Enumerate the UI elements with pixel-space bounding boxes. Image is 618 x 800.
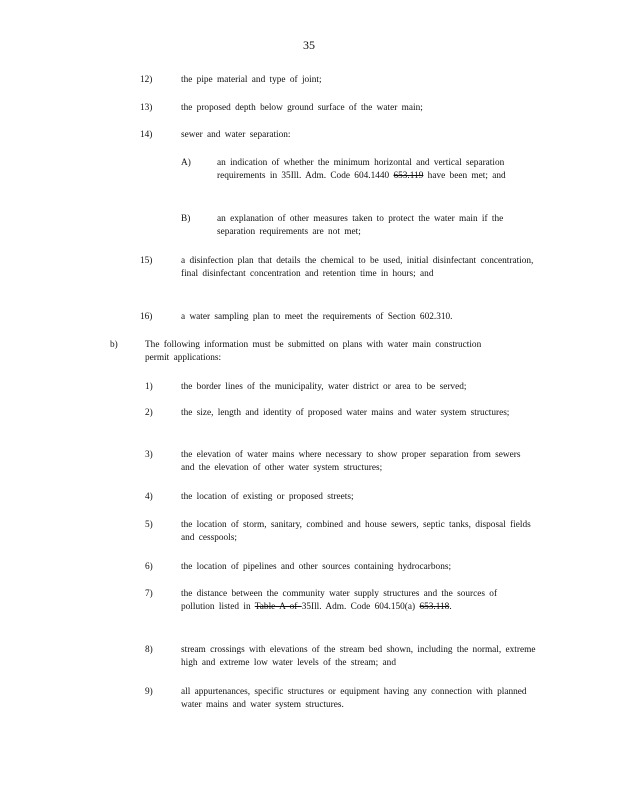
- item-text: the size, length and identity of proposed water mains and water system structures;: [181, 408, 510, 418]
- text-segment: the distance between the community water supply structures and the sources of pollution listed in: [181, 589, 498, 612]
- page-number: 35: [303, 38, 315, 52]
- item-text: the location of existing or proposed streets;: [181, 492, 354, 502]
- text-segment: 35Ill. Adm. Code 604.150(a): [301, 602, 420, 612]
- text-segment: .: [449, 602, 452, 612]
- item-label: 5): [145, 520, 153, 530]
- item-text: stream crossings with elevations of the stream bed shown, including the normal, extreme high and extreme low water levels of the stream; and: [181, 645, 536, 668]
- item-label: 2): [145, 408, 153, 418]
- item-label: 6): [145, 562, 153, 572]
- item-label: 16): [140, 312, 153, 322]
- item-label: 12): [140, 75, 153, 85]
- item-label: 4): [145, 492, 153, 502]
- item-text: the elevation of water mains where necessary to show proper separation from sewers and the elevation of other water system structures;: [181, 450, 521, 473]
- item-text: [181, 588, 526, 614]
- section-text: The following information must be submitted on plans with water main construction permit applications:: [145, 340, 482, 363]
- subitem-label: A): [181, 158, 191, 168]
- subitem-label: B): [181, 214, 191, 224]
- struck-text: Table A of: [254, 602, 302, 612]
- item-text: the location of pipelines and other sources containing hydrocarbons;: [181, 562, 452, 572]
- struck-text: 653.118: [419, 602, 450, 612]
- text-segment: an indication of whether the minimum horizontal and vertical separation requirements in 35Ill. Adm. Code 604.1440: [217, 158, 505, 181]
- item-text: sewer and water separation:: [181, 130, 291, 140]
- struck-text: 653.119: [393, 171, 424, 181]
- section-label: b): [110, 340, 118, 350]
- item-label: 7): [145, 589, 153, 599]
- item-text: a water sampling plan to meet the requirements of Section 602.310.: [181, 312, 453, 322]
- item-label: 3): [145, 450, 153, 460]
- item-text: the border lines of the municipality, water district or area to be served;: [181, 382, 467, 392]
- subitem-text: [217, 157, 517, 183]
- text-segment: have been met; and: [423, 171, 506, 181]
- item-label: 9): [145, 687, 153, 697]
- item-label: 13): [140, 103, 153, 113]
- subitem-text: an explanation of other measures taken to protect the water main if the separation requirements are not met;: [217, 214, 504, 237]
- item-text: the proposed depth below ground surface of the water main;: [181, 103, 423, 113]
- item-text: a disinfection plan that details the chemical to be used, initial disinfectant concentration, final disinfectant concentration and retention time in hours; and: [181, 256, 534, 279]
- item-label: 1): [145, 382, 153, 392]
- item-label: 8): [145, 645, 153, 655]
- item-text: the location of storm, sanitary, combined and house sewers, septic tanks, disposal fields and cesspools;: [181, 520, 531, 543]
- item-label: 14): [140, 130, 153, 140]
- item-label: 15): [140, 256, 153, 266]
- item-text: the pipe material and type of joint;: [181, 75, 322, 85]
- item-text: all appurtenances, specific structures or equipment having any connection with planned water mains and water system structures.: [181, 687, 527, 710]
